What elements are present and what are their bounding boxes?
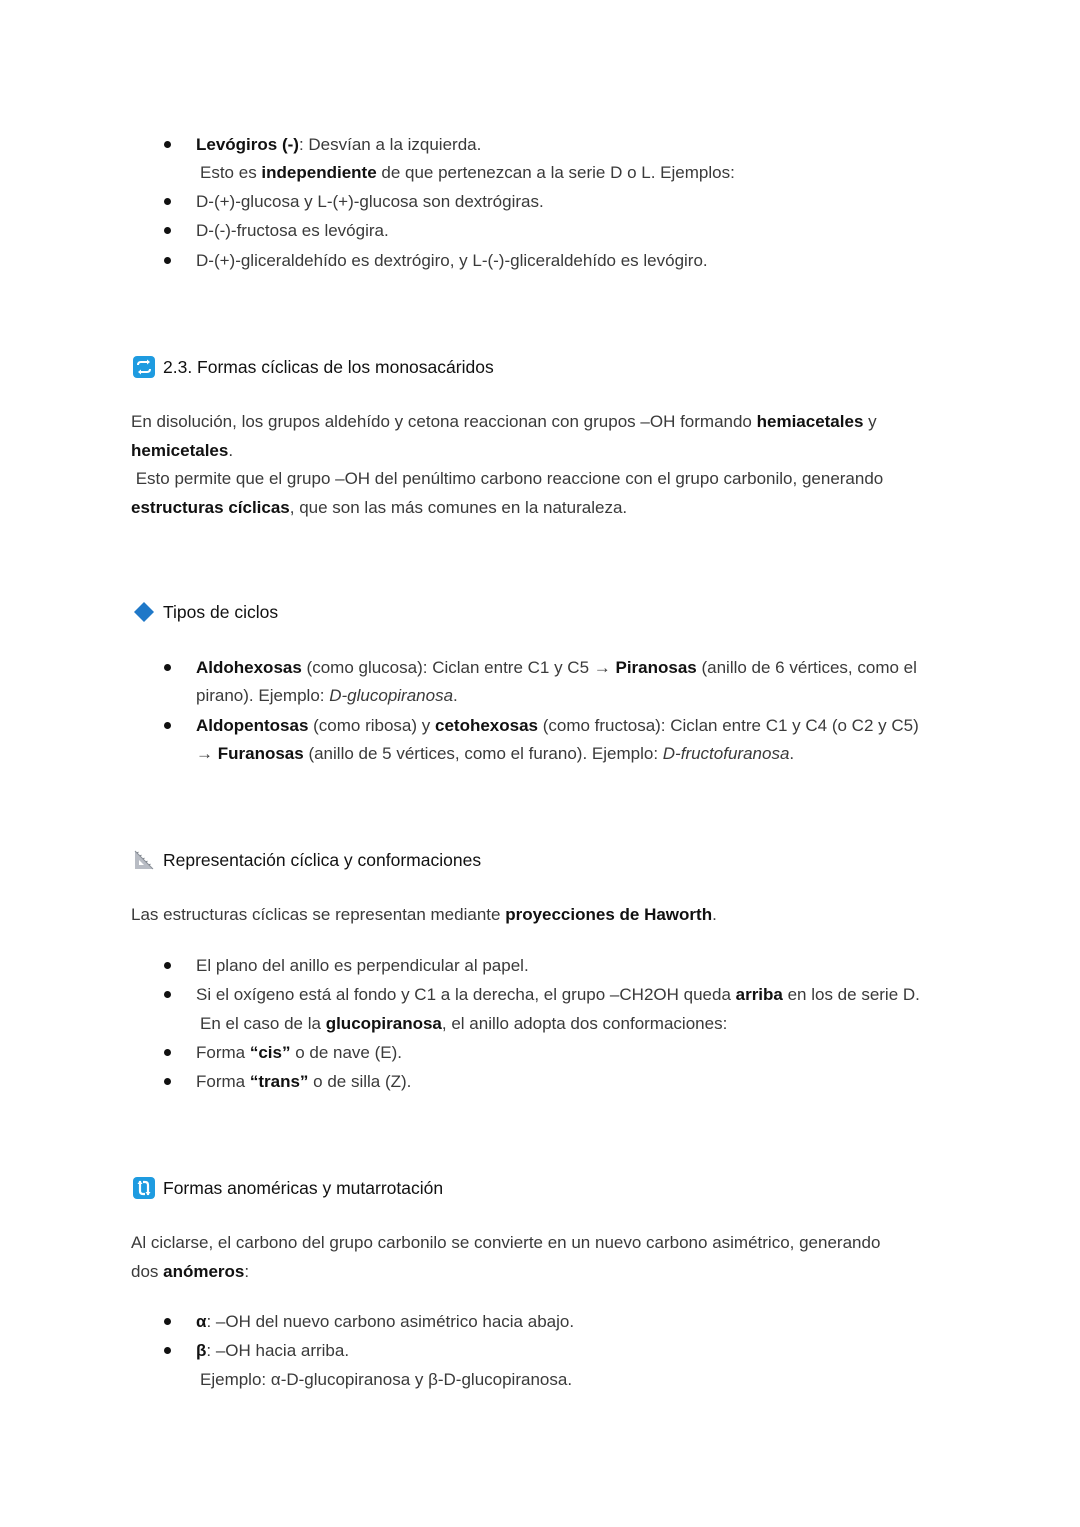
bullet-icon bbox=[164, 962, 171, 969]
arrow-icon: → bbox=[196, 744, 218, 763]
example-text: Ejemplo: α-D-glucopiranosa y β-D-glucopiranosa. bbox=[200, 1370, 573, 1389]
text: (como ribosa) y bbox=[308, 716, 435, 735]
term-alpha: α bbox=[196, 1312, 207, 1331]
item-text: D-(+)-glucosa y L-(+)-glucosa son dextrógiras. bbox=[196, 192, 544, 211]
text: dos bbox=[131, 1262, 164, 1281]
item-text: El plano del anillo es perpendicular al papel. bbox=[196, 956, 529, 975]
term-estructuras-ciclicas: estructuras cíclicas bbox=[131, 498, 290, 517]
term-anomeros: anómeros bbox=[163, 1262, 245, 1281]
item-text: D-(-)-fructosa es levógira. bbox=[196, 221, 389, 240]
text: . bbox=[453, 686, 458, 705]
term-furanosas: Furanosas bbox=[217, 744, 304, 763]
text: pirano). Ejemplo: bbox=[196, 686, 330, 705]
blue-diamond-icon bbox=[133, 601, 155, 623]
paragraph-line bbox=[131, 1257, 249, 1286]
item-text: : Desvían a la izquierda. bbox=[298, 135, 482, 154]
example-d-glucopiranosa: D-glucopiranosa bbox=[329, 686, 454, 705]
bullet-icon bbox=[164, 141, 171, 148]
paragraph-line bbox=[131, 493, 627, 522]
text: , que son las más comunes en la naturaleza. bbox=[289, 498, 628, 517]
paragraph-line bbox=[131, 1228, 880, 1257]
text: Forma bbox=[196, 1072, 250, 1091]
term-levogiros: Levógiros (-) bbox=[196, 135, 299, 154]
text: . bbox=[712, 905, 717, 924]
heading-text: 2.3. Formas cíclicas de los monosacáridos bbox=[163, 357, 494, 377]
list-continuation bbox=[200, 1365, 572, 1394]
paragraph-line bbox=[131, 900, 717, 929]
text: En el caso de la bbox=[200, 1014, 326, 1033]
text: : –OH hacia arriba. bbox=[206, 1341, 350, 1360]
bullet-icon bbox=[164, 722, 171, 729]
term-hemiacetales: hemiacetales bbox=[756, 412, 864, 431]
triangular-ruler-icon bbox=[133, 849, 155, 871]
term-trans: “trans” bbox=[249, 1072, 309, 1091]
text: de que pertenezcan a la serie D o L. Ejemplos: bbox=[376, 163, 735, 182]
item-text: D-(+)-gliceraldehído es dextrógiro, y L-(-)-gliceraldehído es levógiro. bbox=[196, 251, 708, 270]
bullet-icon bbox=[164, 1347, 171, 1354]
text: en los de serie D. bbox=[782, 985, 920, 1004]
bullet-icon bbox=[164, 1049, 171, 1056]
text: Las estructuras cíclicas se representan mediante bbox=[131, 905, 506, 924]
text: (como glucosa): Ciclan entre C1 y C5 → bbox=[301, 658, 616, 677]
term-beta: β bbox=[196, 1341, 207, 1360]
text: Esto es bbox=[200, 163, 262, 182]
bullet-icon bbox=[164, 198, 171, 205]
text: o de silla (Z). bbox=[308, 1072, 412, 1091]
paragraph-line bbox=[131, 407, 877, 436]
text: (anillo de 6 vértices, como el bbox=[696, 658, 917, 677]
term-arriba: arriba bbox=[735, 985, 783, 1004]
text: o de nave (E). bbox=[290, 1043, 402, 1062]
heading-text: Formas anoméricas y mutarrotación bbox=[163, 1178, 444, 1198]
bullet-icon bbox=[164, 257, 171, 264]
text: (anillo de 5 vértices, como el furano). Ejemplo: bbox=[303, 744, 663, 763]
bullet-icon bbox=[164, 1078, 171, 1085]
term-proyecciones-haworth: proyecciones de Haworth bbox=[505, 905, 713, 924]
term-independiente: independiente bbox=[261, 163, 377, 182]
repeat-icon bbox=[133, 356, 155, 378]
text: : bbox=[244, 1262, 250, 1281]
bullet-icon bbox=[164, 991, 171, 998]
text: Al ciclarse, el carbono del grupo carbonilo se convierte en un nuevo carbono asimétrico, generando bbox=[131, 1233, 881, 1252]
bullet-icon bbox=[164, 227, 171, 234]
text: y bbox=[863, 412, 877, 431]
text: Si el oxígeno está al fondo y C1 a la derecha, el grupo –CH2OH queda bbox=[196, 985, 736, 1004]
bullet-icon bbox=[164, 1318, 171, 1325]
term-glucopiranosa: glucopiranosa bbox=[325, 1014, 442, 1033]
term-cetohexosas: cetohexosas bbox=[435, 716, 538, 735]
term-aldopentosas: Aldopentosas bbox=[196, 716, 309, 735]
list-continuation bbox=[200, 1009, 727, 1038]
term-aldohexosas: Aldohexosas bbox=[196, 658, 302, 677]
twisted-arrows-icon bbox=[133, 1177, 155, 1199]
text: : –OH del nuevo carbono asimétrico hacia abajo. bbox=[206, 1312, 575, 1331]
term-hemicetales: hemicetales bbox=[131, 441, 229, 460]
text: En disolución, los grupos aldehído y cetona reaccionan con grupos –OH formando bbox=[131, 412, 757, 431]
text: . bbox=[789, 744, 795, 763]
heading-text: Representación cíclica y conformaciones bbox=[163, 850, 482, 870]
term-cis: “cis” bbox=[249, 1043, 291, 1062]
bullet-icon bbox=[164, 664, 171, 671]
term-piranosas: Piranosas bbox=[615, 658, 697, 677]
paragraph-line bbox=[131, 464, 883, 493]
text: . bbox=[228, 441, 234, 460]
text: (como fructosa): Ciclan entre C1 y C4 (o C2 y C5) bbox=[538, 716, 919, 735]
text: , el anillo adopta dos conformaciones: bbox=[441, 1014, 728, 1033]
list-continuation bbox=[200, 158, 735, 187]
heading-text: Tipos de ciclos bbox=[163, 602, 279, 622]
text: Esto permite que el grupo –OH del penúltimo carbono reaccione con el grupo carbonilo, generando bbox=[131, 469, 884, 488]
paragraph-line bbox=[131, 436, 233, 465]
text: Forma bbox=[196, 1043, 250, 1062]
example-d-fructofuranosa: D-fructofuranosa bbox=[662, 744, 790, 763]
